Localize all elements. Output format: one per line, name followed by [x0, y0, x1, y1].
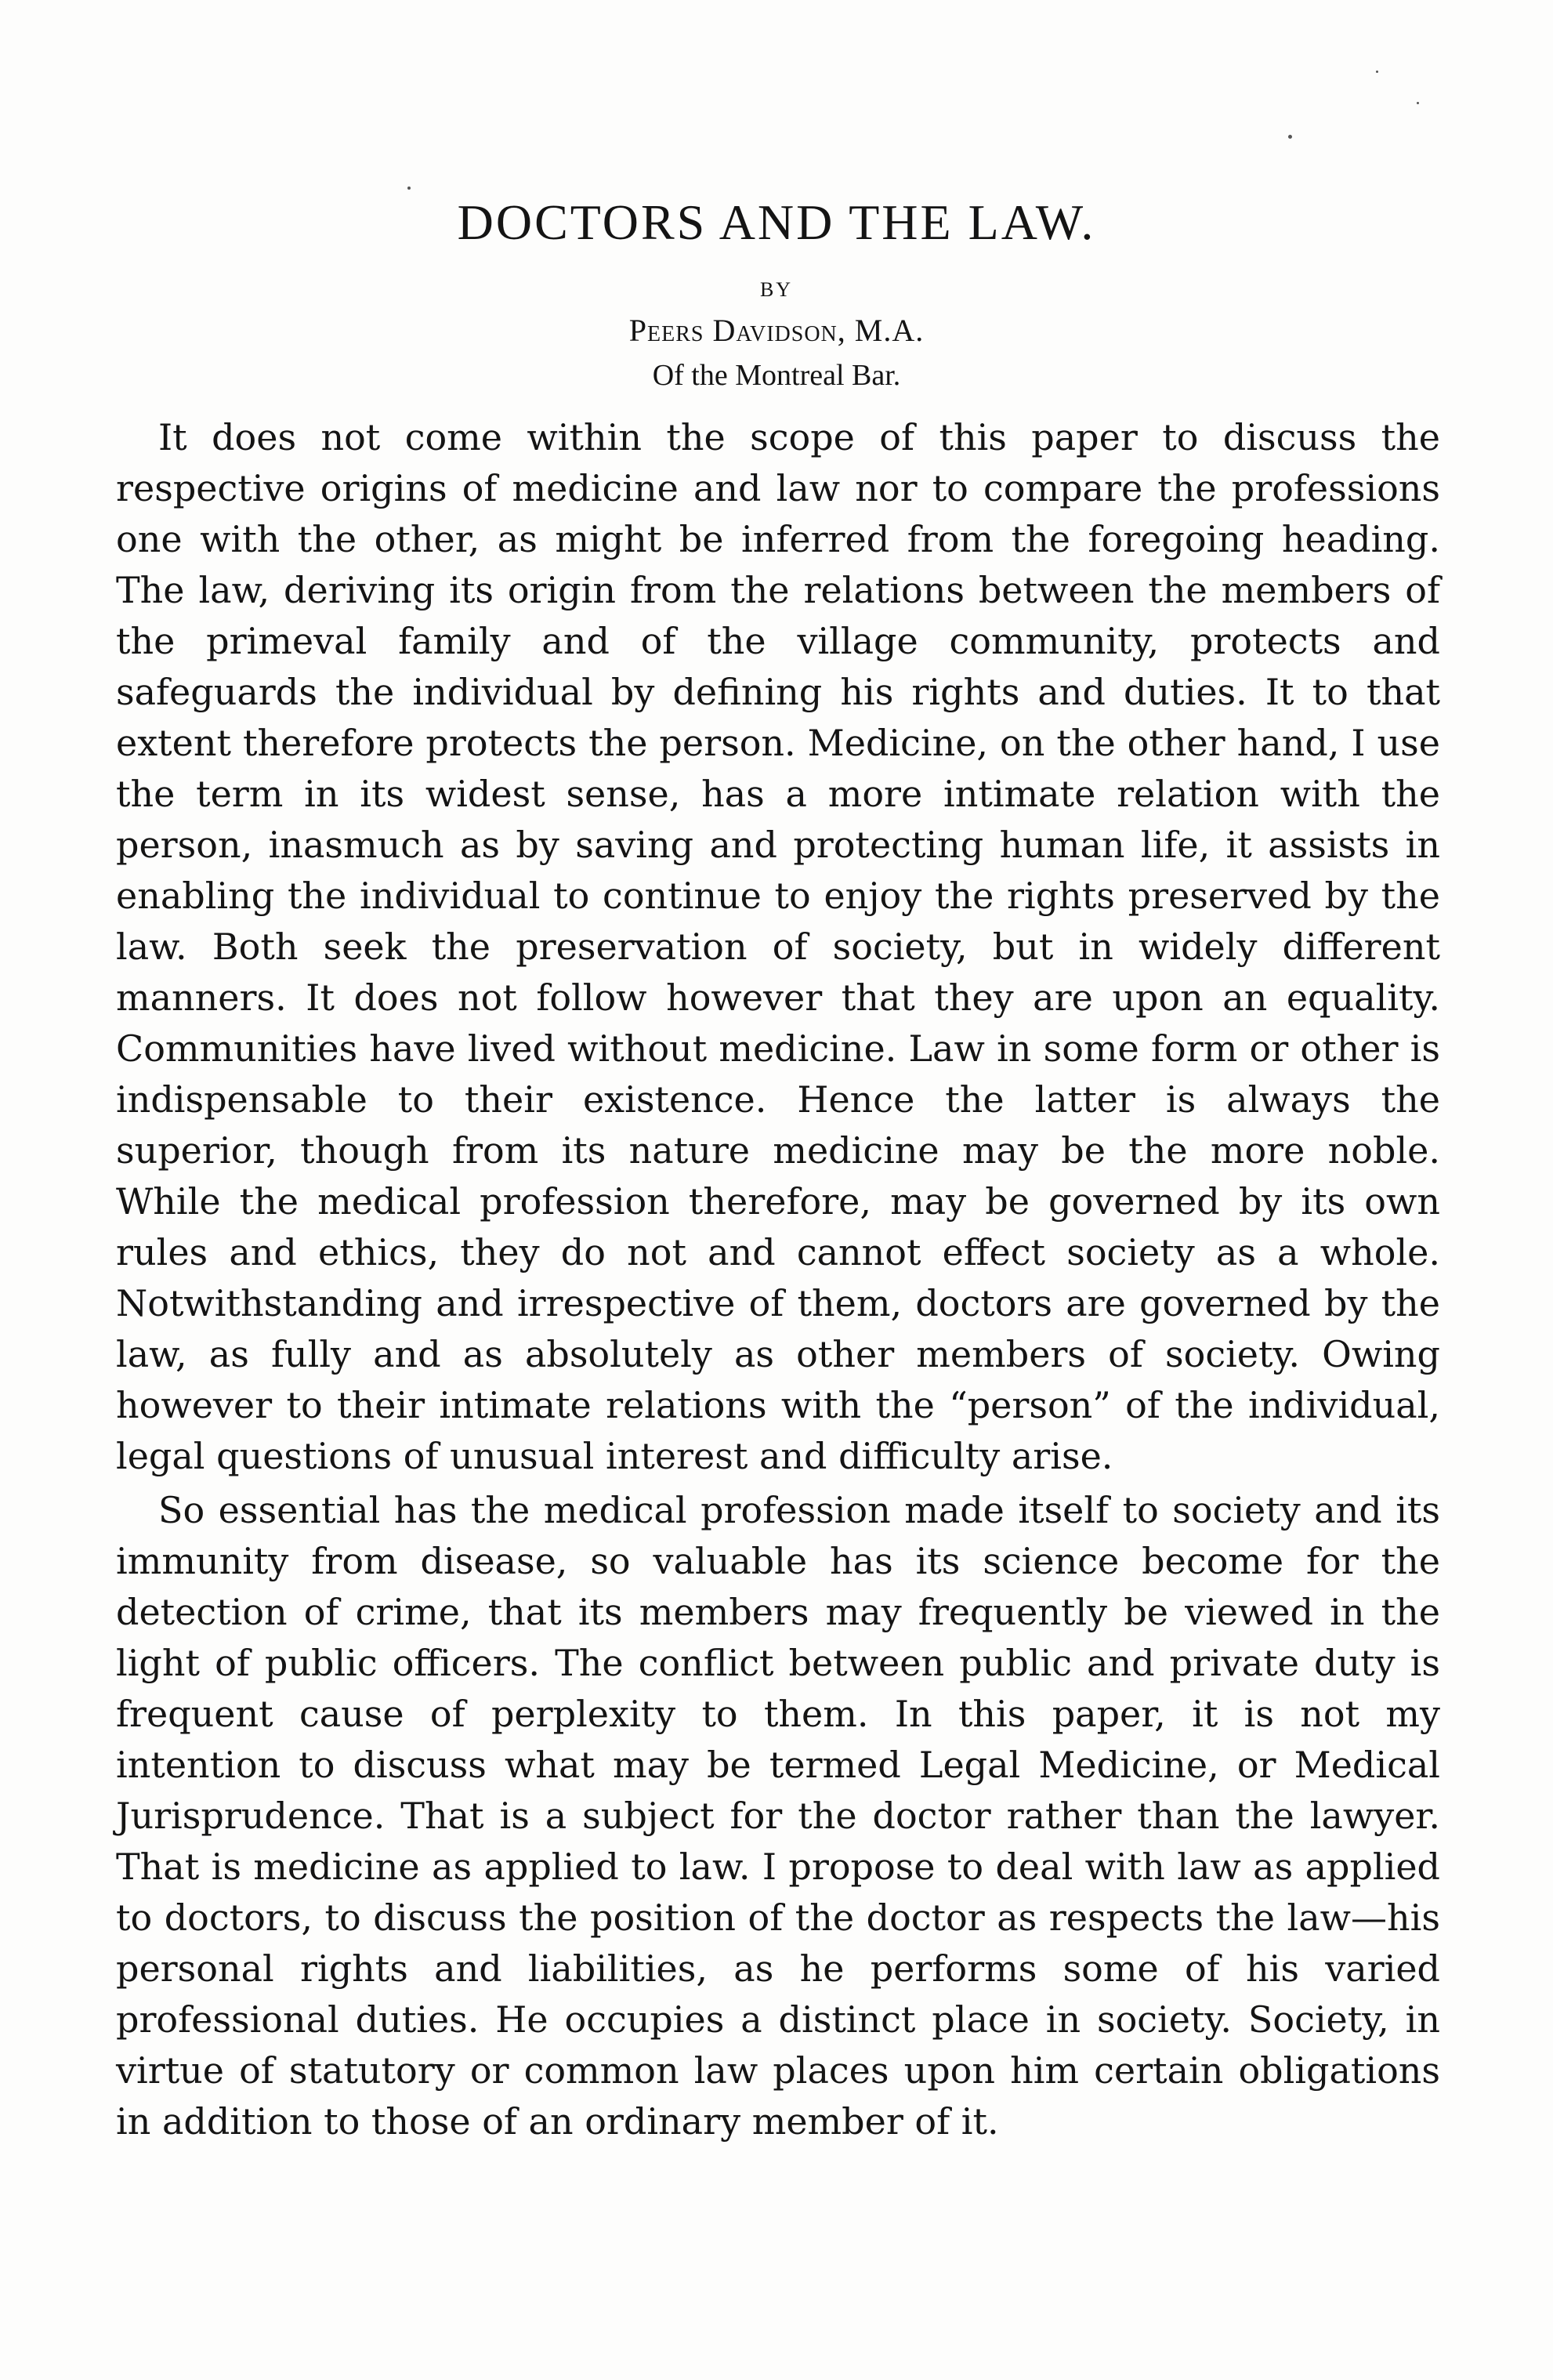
print-speck	[1417, 102, 1419, 104]
paragraph-1: It does not come within the scope of this paper to discuss the respective origins of medicine and law nor to compare the professions one with the other, as might be inferred from the foregoing heading. The law, deriving its origin from the relations between the members of the primeval family and of the village community, protects and safeguards the individual by defining his rights and duties. It to that extent therefore protects the person. Medicine, on the other hand, I use the term in its widest sense, has a more intimate relation with the person, inasmuch as by saving and protecting human life, it assists in enabling the individual to continue to enjoy the rights preserved by the law. Both seek the preservation of society, but in widely different manners. It does not follow however that they are upon an equality. Communities have lived without medicine. Law in some form or other is indispensable to their existence. Hence the latter is always the superior, though from its nature medicine may be the more noble. While the medical profession therefore, may be governed by its own rules and ethics, they do not and cannot effect society as a whole. Notwithstanding and irrespective of them, doctors are governed by the law, as fully and as absolutely as other members of society. Owing however to their intimate relations with the “person” of the individual, legal questions of unusual interest and difficulty arise.	[116, 416, 1440, 1477]
author-name: Peers Davidson, M.A.	[628, 313, 925, 348]
article-title: DOCTORS AND THE LAW.	[457, 194, 1096, 250]
paragraph-2: So essential has the medical profession made itself to society and its immunity from disease, so valuable has its science become for the detection of crime, that its members may frequently be viewed in the light of public officers. The conflict between public and private duty is frequent cause of perplexity to them. In this paper, it is not my intention to discuss what may be termed Legal Medicine, or Medical Jurisprudence. That is a subject for the doctor rather than the lawyer. That is medicine as applied to law. I propose to deal with law as applied to doctors, to discuss the position of the doctor as respects the law—his personal rights and liabilities, as he performs some of his varied professional duties. He occupies a distinct place in society. Society, in virtue of statutory or common law places upon him certain obligations in addition to those of an ordinary member of it.	[116, 1489, 1440, 2143]
print-speck	[1376, 71, 1378, 73]
byline: BY	[759, 278, 794, 301]
print-speck	[1288, 135, 1292, 139]
author-affiliation: Of the Montreal Bar.	[652, 359, 901, 392]
print-speck	[407, 187, 411, 190]
article-body	[116, 412, 1440, 2147]
